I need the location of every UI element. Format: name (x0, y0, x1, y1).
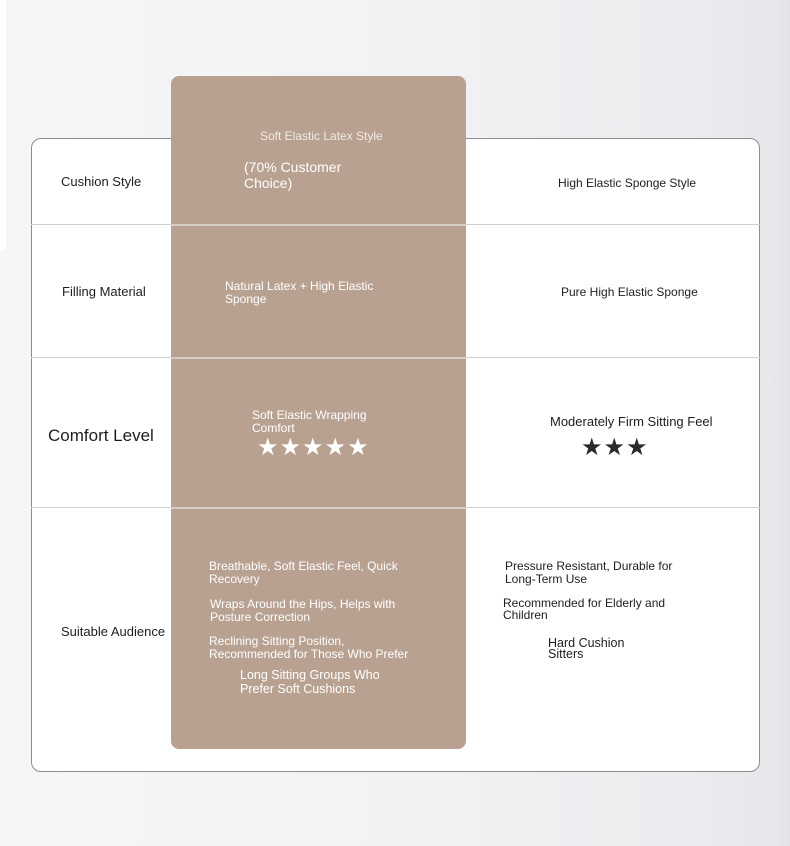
featured-audience-2-line1: Wraps Around the Hips, Helps with (210, 597, 396, 611)
other-comfort-level: Moderately Firm Sitting Feel (550, 414, 713, 429)
row-label-comfort-level: Comfort Level (48, 426, 154, 445)
featured-audience-3-line1: Reclining Sitting Position, (209, 634, 345, 648)
featured-audience-1-line1: Breathable, Soft Elastic Feel, Quick (209, 559, 398, 573)
featured-comfort-rating-stars: ★★★★★ (257, 433, 370, 461)
featured-comfort-line2: Comfort (252, 421, 295, 435)
featured-cushion-style: Soft Elastic Latex Style (260, 129, 383, 143)
other-audience-3-line1: Hard Cushion (548, 636, 625, 650)
featured-row-divider (171, 357, 466, 359)
other-filling-material: Pure High Elastic Sponge (561, 285, 698, 299)
featured-filling-line2: Sponge (225, 292, 267, 306)
featured-audience-2-line2: Posture Correction (210, 610, 311, 624)
other-audience-2-line1: Recommended for Elderly and (503, 596, 666, 610)
featured-audience-4-line2: Prefer Soft Cushions (240, 682, 356, 696)
row-label-filling-material: Filling Material (62, 284, 146, 299)
featured-audience-4-line1: Long Sitting Groups Who (240, 668, 380, 682)
featured-filling-line1: Natural Latex + High Elastic (225, 279, 374, 293)
background-edge (0, 0, 6, 250)
featured-audience-3-line2: Recommended for Those Who Prefer (209, 647, 409, 661)
featured-comfort-line1: Soft Elastic Wrapping (252, 408, 367, 422)
featured-row-divider (171, 507, 466, 509)
row-label-cushion-style: Cushion Style (61, 174, 142, 189)
other-audience-1-line2: Long-Term Use (505, 572, 588, 586)
other-audience-3-line2: Sitters (548, 647, 584, 661)
row-label-suitable-audience: Suitable Audience (61, 624, 166, 639)
featured-cushion-note-line1: (70% Customer (244, 159, 342, 175)
featured-cushion-note-line2: Choice) (244, 175, 293, 191)
other-comfort-rating-stars: ★★★ (581, 433, 649, 461)
other-audience-2-line2: Children (503, 608, 548, 622)
featured-row-divider (171, 224, 466, 226)
other-cushion-style: High Elastic Sponge Style (558, 176, 697, 190)
background-edge-right (768, 0, 790, 846)
other-audience-1-line1: Pressure Resistant, Durable for (505, 559, 673, 573)
featured-audience-1-line2: Recovery (209, 572, 260, 586)
